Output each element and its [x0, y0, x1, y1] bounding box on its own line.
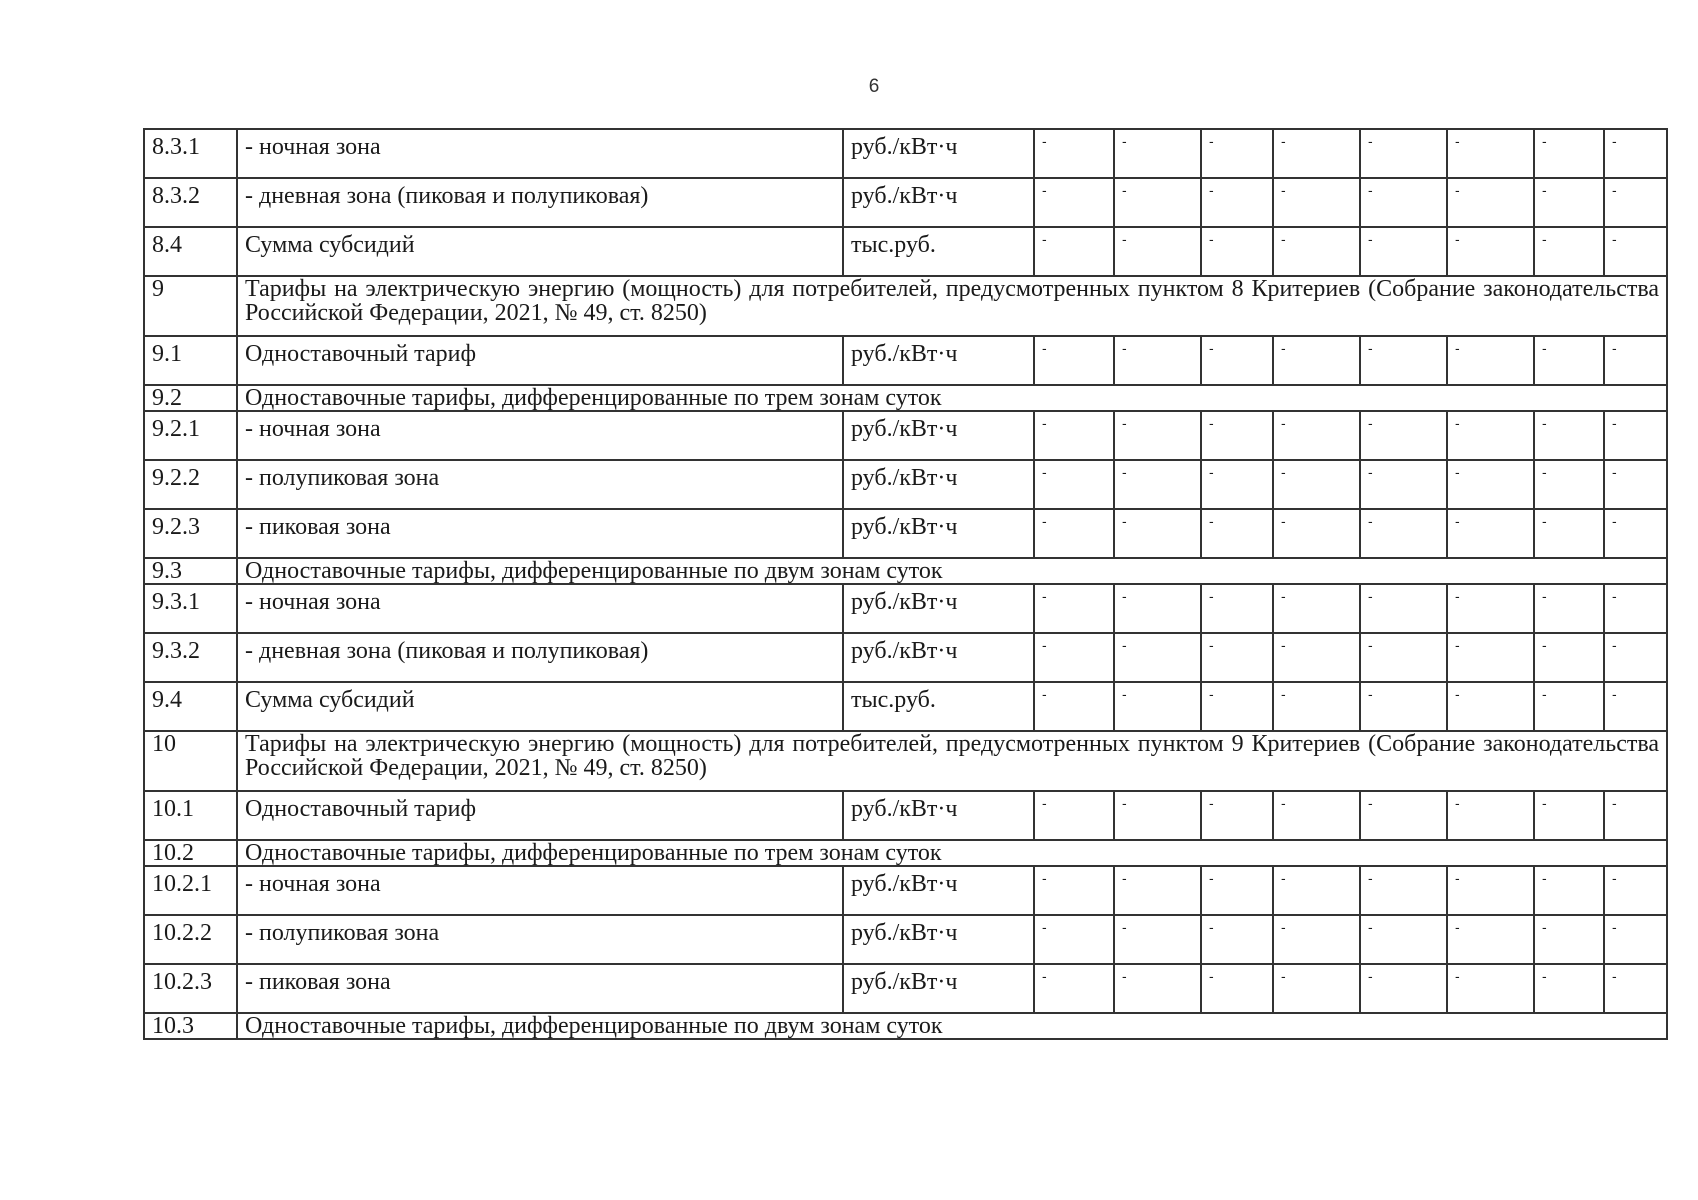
row-unit: руб./кВт·ч: [843, 791, 1034, 840]
value-cell: -: [1534, 336, 1604, 385]
row-name: - полупиковая зона: [237, 915, 843, 964]
value-cell: -: [1201, 964, 1273, 1013]
section-row: [144, 385, 1667, 411]
section-title: Одноставочные тарифы, дифференцированные по двум зонам суток: [237, 1013, 1667, 1039]
value-cell: -: [1447, 915, 1534, 964]
row-name: - пиковая зона: [237, 509, 843, 558]
value-cell: -: [1114, 915, 1201, 964]
value-cell: -: [1604, 915, 1667, 964]
value-cell: -: [1534, 682, 1604, 731]
value-cell: -: [1604, 633, 1667, 682]
section-number: 9.3: [144, 558, 237, 584]
row-name: - ночная зона: [237, 866, 843, 915]
value-cell: -: [1201, 866, 1273, 915]
value-cell: -: [1201, 178, 1273, 227]
row-number: 10.2.2: [144, 915, 237, 964]
section-title: Одноставочные тарифы, дифференцированные по трем зонам суток: [237, 840, 1667, 866]
value-cell: -: [1273, 227, 1360, 276]
value-cell: -: [1604, 227, 1667, 276]
value-cell: -: [1604, 584, 1667, 633]
value-cell: -: [1360, 964, 1447, 1013]
section-row: [144, 731, 1667, 791]
value-cell: -: [1604, 509, 1667, 558]
value-cell: -: [1534, 915, 1604, 964]
value-cell: -: [1360, 227, 1447, 276]
value-cell: -: [1360, 682, 1447, 731]
value-cell: -: [1604, 411, 1667, 460]
value-cell: -: [1273, 964, 1360, 1013]
row-name: - дневная зона (пиковая и полупиковая): [237, 633, 843, 682]
section-row: [144, 558, 1667, 584]
row-unit: руб./кВт·ч: [843, 460, 1034, 509]
row-number: 8.3.2: [144, 178, 237, 227]
value-cell: -: [1534, 178, 1604, 227]
row-name: Одноставочный тариф: [237, 791, 843, 840]
value-cell: -: [1360, 915, 1447, 964]
value-cell: -: [1360, 336, 1447, 385]
value-cell: -: [1360, 633, 1447, 682]
value-cell: -: [1034, 129, 1114, 178]
value-cell: -: [1360, 791, 1447, 840]
value-cell: -: [1360, 178, 1447, 227]
row-name: - ночная зона: [237, 129, 843, 178]
value-cell: -: [1034, 460, 1114, 509]
value-cell: -: [1273, 178, 1360, 227]
value-cell: -: [1273, 915, 1360, 964]
value-cell: -: [1201, 460, 1273, 509]
value-cell: -: [1447, 584, 1534, 633]
value-cell: -: [1034, 178, 1114, 227]
value-cell: -: [1034, 915, 1114, 964]
value-cell: -: [1273, 129, 1360, 178]
value-cell: -: [1114, 178, 1201, 227]
value-cell: -: [1360, 411, 1447, 460]
table-row: [144, 336, 1667, 385]
value-cell: -: [1034, 336, 1114, 385]
value-cell: -: [1201, 227, 1273, 276]
row-unit: тыс.руб.: [843, 227, 1034, 276]
value-cell: -: [1201, 682, 1273, 731]
value-cell: -: [1534, 460, 1604, 509]
value-cell: -: [1273, 633, 1360, 682]
row-number: 10.1: [144, 791, 237, 840]
value-cell: -: [1273, 509, 1360, 558]
row-unit: руб./кВт·ч: [843, 584, 1034, 633]
table-row: [144, 964, 1667, 1013]
value-cell: -: [1447, 509, 1534, 558]
value-cell: -: [1114, 509, 1201, 558]
value-cell: -: [1604, 336, 1667, 385]
value-cell: -: [1534, 791, 1604, 840]
row-number: 9.2.1: [144, 411, 237, 460]
value-cell: -: [1034, 227, 1114, 276]
value-cell: -: [1201, 509, 1273, 558]
value-cell: -: [1604, 129, 1667, 178]
row-name: Сумма субсидий: [237, 227, 843, 276]
value-cell: -: [1447, 411, 1534, 460]
value-cell: -: [1114, 964, 1201, 1013]
value-cell: -: [1447, 866, 1534, 915]
value-cell: -: [1534, 129, 1604, 178]
value-cell: -: [1034, 866, 1114, 915]
value-cell: -: [1534, 866, 1604, 915]
value-cell: -: [1034, 509, 1114, 558]
row-number: 8.4: [144, 227, 237, 276]
row-name: Одноставочный тариф: [237, 336, 843, 385]
tariff-table: [143, 128, 1668, 1040]
value-cell: -: [1114, 336, 1201, 385]
value-cell: -: [1604, 682, 1667, 731]
value-cell: -: [1201, 791, 1273, 840]
value-cell: -: [1201, 915, 1273, 964]
value-cell: -: [1273, 866, 1360, 915]
row-number: 9.2.2: [144, 460, 237, 509]
value-cell: -: [1534, 584, 1604, 633]
value-cell: -: [1534, 964, 1604, 1013]
table-row: [144, 411, 1667, 460]
row-unit: руб./кВт·ч: [843, 866, 1034, 915]
row-number: 9.4: [144, 682, 237, 731]
value-cell: -: [1360, 509, 1447, 558]
value-cell: -: [1447, 682, 1534, 731]
row-unit: тыс.руб.: [843, 682, 1034, 731]
section-title: Одноставочные тарифы, дифференцированные по двум зонам суток: [237, 558, 1667, 584]
row-name: - пиковая зона: [237, 964, 843, 1013]
value-cell: -: [1604, 460, 1667, 509]
table-row: [144, 227, 1667, 276]
value-cell: -: [1447, 227, 1534, 276]
table-row: [144, 460, 1667, 509]
value-cell: -: [1114, 791, 1201, 840]
table-row: [144, 915, 1667, 964]
row-number: 9.3.2: [144, 633, 237, 682]
row-unit: руб./кВт·ч: [843, 178, 1034, 227]
row-number: 9.3.1: [144, 584, 237, 633]
table-row: [144, 866, 1667, 915]
value-cell: -: [1201, 633, 1273, 682]
table-row: [144, 509, 1667, 558]
value-cell: -: [1114, 866, 1201, 915]
value-cell: -: [1273, 411, 1360, 460]
value-cell: -: [1273, 682, 1360, 731]
value-cell: -: [1360, 460, 1447, 509]
value-cell: -: [1447, 964, 1534, 1013]
value-cell: -: [1201, 129, 1273, 178]
section-row: [144, 840, 1667, 866]
value-cell: -: [1604, 791, 1667, 840]
section-number: 10.2: [144, 840, 237, 866]
section-row: [144, 1013, 1667, 1039]
row-unit: руб./кВт·ч: [843, 633, 1034, 682]
value-cell: -: [1114, 227, 1201, 276]
row-number: 8.3.1: [144, 129, 237, 178]
row-name: - ночная зона: [237, 411, 843, 460]
value-cell: -: [1447, 633, 1534, 682]
section-number: 10.3: [144, 1013, 237, 1039]
value-cell: -: [1604, 964, 1667, 1013]
value-cell: -: [1447, 460, 1534, 509]
value-cell: -: [1534, 227, 1604, 276]
section-number: 9: [144, 276, 237, 336]
value-cell: -: [1034, 791, 1114, 840]
value-cell: -: [1360, 584, 1447, 633]
row-unit: руб./кВт·ч: [843, 915, 1034, 964]
value-cell: -: [1114, 633, 1201, 682]
row-unit: руб./кВт·ч: [843, 509, 1034, 558]
value-cell: -: [1034, 633, 1114, 682]
value-cell: -: [1201, 584, 1273, 633]
row-unit: руб./кВт·ч: [843, 129, 1034, 178]
table-row: [144, 129, 1667, 178]
value-cell: -: [1034, 964, 1114, 1013]
value-cell: -: [1604, 178, 1667, 227]
section-title: Одноставочные тарифы, дифференцированные по трем зонам суток: [237, 385, 1667, 411]
row-name: - дневная зона (пиковая и полупиковая): [237, 178, 843, 227]
row-name: - ночная зона: [237, 584, 843, 633]
value-cell: -: [1534, 509, 1604, 558]
table-row: [144, 584, 1667, 633]
value-cell: -: [1447, 791, 1534, 840]
value-cell: -: [1534, 633, 1604, 682]
row-number: 9.2.3: [144, 509, 237, 558]
row-number: 10.2.3: [144, 964, 237, 1013]
value-cell: -: [1114, 584, 1201, 633]
table-row: [144, 178, 1667, 227]
value-cell: -: [1114, 411, 1201, 460]
value-cell: -: [1034, 584, 1114, 633]
value-cell: -: [1604, 866, 1667, 915]
table-row: [144, 791, 1667, 840]
table-row: [144, 633, 1667, 682]
table-row: [144, 682, 1667, 731]
page-number: 6: [868, 76, 880, 97]
section-number: 9.2: [144, 385, 237, 411]
section-title: Тарифы на электрическую энергию (мощность) для потребителей, предусмотренных пунктом 8 Критериев (Собрание законодательства Российской Федерации, 2021, № 49, ст. 8250): [237, 276, 1667, 336]
row-number: 10.2.1: [144, 866, 237, 915]
value-cell: -: [1034, 411, 1114, 460]
value-cell: -: [1273, 791, 1360, 840]
tariff-table-body: [144, 129, 1667, 1039]
value-cell: -: [1534, 411, 1604, 460]
value-cell: -: [1447, 129, 1534, 178]
section-number: 10: [144, 731, 237, 791]
value-cell: -: [1273, 584, 1360, 633]
row-unit: руб./кВт·ч: [843, 411, 1034, 460]
value-cell: -: [1114, 682, 1201, 731]
value-cell: -: [1114, 129, 1201, 178]
row-name: - полупиковая зона: [237, 460, 843, 509]
value-cell: -: [1447, 178, 1534, 227]
value-cell: -: [1273, 336, 1360, 385]
value-cell: -: [1360, 129, 1447, 178]
row-name: Сумма субсидий: [237, 682, 843, 731]
row-unit: руб./кВт·ч: [843, 964, 1034, 1013]
value-cell: -: [1114, 460, 1201, 509]
value-cell: -: [1201, 336, 1273, 385]
section-title: Тарифы на электрическую энергию (мощность) для потребителей, предусмотренных пунктом 9 Критериев (Собрание законодательства Российской Федерации, 2021, № 49, ст. 8250): [237, 731, 1667, 791]
value-cell: -: [1034, 682, 1114, 731]
value-cell: -: [1447, 336, 1534, 385]
row-unit: руб./кВт·ч: [843, 336, 1034, 385]
section-row: [144, 276, 1667, 336]
row-number: 9.1: [144, 336, 237, 385]
value-cell: -: [1273, 460, 1360, 509]
value-cell: -: [1360, 866, 1447, 915]
value-cell: -: [1201, 411, 1273, 460]
